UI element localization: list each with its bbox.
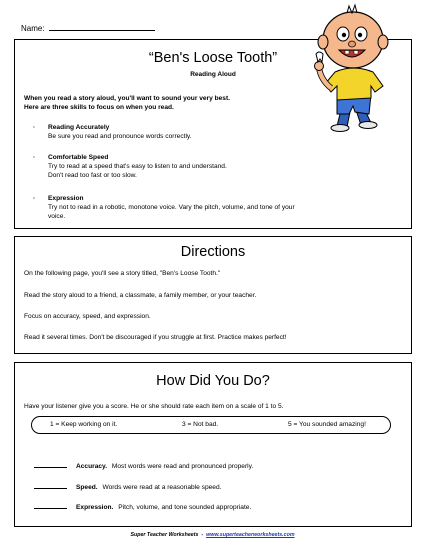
skill-name: Reading Accurately [48, 124, 110, 131]
directions-paragraph: Read the story aloud to a friend, a classmate, a family member, or your teacher. [24, 292, 257, 299]
directions-paragraph: On the following page, you'll see a story titled, "Ben's Loose Tooth." [24, 270, 221, 277]
section-subtitle: Reading Aloud [190, 71, 236, 78]
intro-text [24, 94, 344, 112]
score-section [14, 362, 412, 527]
directions-paragraph: Focus on accuracy, speed, and expression. [24, 313, 151, 320]
criteria-name: Expression. [76, 504, 114, 511]
footer-separator: - [201, 532, 204, 538]
score-blank[interactable] [34, 508, 67, 509]
skill-description [48, 133, 403, 142]
bullet: · [33, 124, 36, 131]
intro-line: When you read a story aloud, you'll want to sound your very best. [24, 95, 231, 102]
page-footer [0, 532, 425, 538]
name-label: Name: [21, 24, 45, 33]
name-row [21, 23, 155, 33]
skill-description-line: Try not to read in a robotic, monotone voice. Vary the pitch, volume, and tone of your [48, 204, 295, 211]
criteria-name: Accuracy. [76, 463, 108, 470]
name-blank-line[interactable] [49, 23, 155, 31]
intro-line: Here are three skills to focus on when you read. [24, 104, 174, 111]
skill-description-line: voice. [48, 212, 66, 220]
skill-description [48, 163, 403, 181]
criteria-name: Speed. [76, 484, 98, 491]
score-title: How Did You Do? [156, 373, 270, 389]
rating-scale-legend [31, 416, 391, 434]
skill-description-line: Be sure you read and pronounce words correctly. [48, 133, 192, 140]
criteria-row-expression [34, 504, 251, 511]
skill-name: Expression [48, 195, 84, 202]
boy-with-tooth-illustration [301, 2, 391, 132]
story-title: “Ben's Loose Tooth” [148, 50, 278, 66]
scale-entry-mid: 3 = Not bad. [182, 421, 219, 428]
score-blank[interactable] [34, 467, 67, 468]
directions-title: Directions [180, 244, 246, 260]
skill-name: Comfortable Speed [48, 154, 109, 161]
bullet: · [33, 195, 36, 202]
bullet: · [33, 154, 36, 161]
directions-section [14, 236, 412, 354]
skill-description-line: Don't read too fast or too slow. [48, 171, 137, 179]
score-blank[interactable] [34, 488, 67, 489]
criteria-description: Pitch, volume, and tone sounded appropriate. [118, 504, 252, 511]
criteria-description: Words were read at a reasonable speed. [102, 484, 222, 491]
score-instruction: Have your listener give you a score. He or she should rate each item on a scale of 1 to 5. [24, 403, 284, 410]
directions-paragraph: Read it several times. Don't be discouraged if you struggle at first. Practice makes perfect! [24, 334, 287, 341]
skill-description [48, 204, 403, 222]
skill-description-line: Try to read at a speed that's easy to listen to and understand. [48, 163, 227, 170]
scale-entry-low: 1 = Keep working on it. [50, 421, 118, 428]
footer-url-link[interactable]: www.superteacherworksheets.com [206, 532, 295, 538]
criteria-row-accuracy [34, 463, 253, 470]
footer-brand: Super Teacher Worksheets [130, 532, 199, 538]
criteria-description: Most words were read and pronounced properly. [111, 463, 254, 470]
criteria-row-speed [34, 484, 221, 491]
scale-entry-high: 5 = You sounded amazing! [288, 421, 366, 428]
